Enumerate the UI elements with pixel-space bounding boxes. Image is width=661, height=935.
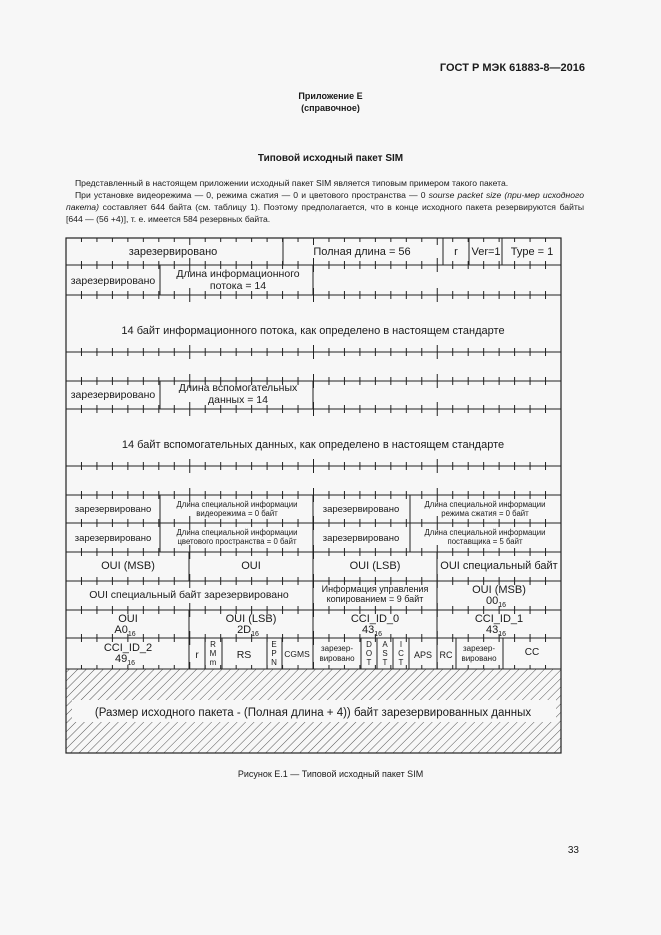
info-stream-length-line2: потока = 14 [209,280,267,292]
reserved-b-line1: зарезер- [463,644,495,653]
info-stream-bytes: 14 байт информационного потока, как определено в настоящем стандарте [121,325,505,337]
rc-field: RC [439,650,453,660]
reserved-data-label: (Размер исходного пакета - (Полная длина + 4)) байт зарезервированных данных [94,707,532,719]
oui-msb: OUI (MSB) [101,560,155,572]
reserved-a-line2: вировано [319,654,355,663]
epn-2: P [271,649,277,658]
cci-id-2-value-main: 49 [114,653,128,665]
cci-id-2-value-sub: 16 [127,660,136,667]
rs-field: RS [236,649,252,661]
cci-id-1-value-sub: 16 [498,631,507,638]
paragraph-1: Представленный в настоящем приложении исходный пакет SIM является типовым примером такого пакета. [75,178,509,188]
color-space-length-line1: Длина специальной информации [176,528,298,537]
ict-3: T [398,658,404,667]
info-stream-length-line1: Длина информационного [176,268,300,280]
oui-lsb: OUI (LSB) [349,560,401,572]
ict-1: I [399,640,403,649]
oui-lsb-2-label: OUI (LSB) [225,613,277,625]
epn-1: E [271,640,277,649]
row2-reserved: зарезервировано [70,275,156,287]
copy-control-info-line1: Информация управления [321,584,429,594]
compression-length-line1: Длина специальной информации [424,500,546,509]
r-bit-2: r [195,650,199,661]
reserved-b-line2: вировано [461,654,497,663]
appendix-title: Приложение Е [298,91,363,101]
video-mode-length-line1: Длина специальной информации [176,500,298,509]
vendor-length-line1: Длина специальной информации [424,528,546,537]
oui-a0-value-sub: 16 [127,631,136,638]
oui-lsb-2-value-sub: 16 [251,631,259,638]
oui-special-byte: OUI специальный байт [440,560,558,572]
aps-field: APS [413,650,433,660]
cci-id-1-value [486,624,506,638]
aux-data-bytes: 14 байт вспомогательных данных, как определено в настоящем стандарте [121,439,505,451]
page-number: 33 [567,845,579,856]
section-title: Типовой исходный пакет SIM [257,153,404,164]
ict-2: C [398,649,404,658]
figure-caption: Рисунок Е.1 — Типовой исходный пакет SIM [237,769,424,779]
reserved-a-line1: зарезер- [321,644,353,653]
oui-special-byte-reserved: OUI специальный байт зарезервировано [89,589,289,601]
epn-3: N [271,658,277,667]
oui-a0-value [114,624,135,638]
aux-data-length-line1: Длина вспомогательных [178,382,298,394]
cgms-field: CGMS [284,649,310,659]
row6-reserved-a: зарезервировано [74,504,152,515]
rmm-2: M [209,649,217,658]
cci-id-2-label: CCI_ID_2 [103,642,153,654]
paragraph-2-part-a: При установке видеорежима — 0, режима сжатия — 0 и цветового пространства — 0 [75,190,429,200]
aux-data-length-line2: данных = 14 [207,394,269,406]
cci-id-0-value [362,624,382,638]
row4-reserved: зарезервировано [70,389,156,401]
ast-2: S [382,649,388,658]
row6-reserved-b: зарезервировано [322,504,400,515]
row7-reserved-a: зарезервировано [74,533,152,544]
r-bit: r [454,246,458,258]
appendix-note: (справочное) [301,103,360,113]
cci-id-1-value-main: 43 [485,624,499,636]
oui-lsb-2-value-main: 2D [237,624,252,636]
video-mode-length-line2: видеорежима = 0 байт [196,509,278,518]
rmm-1: R [210,640,216,649]
oui-msb-2: OUI (MSB) [472,584,526,596]
cci-id-1-label: CCI_ID_1 [474,613,524,625]
paragraph-2-term: sourse packet size (при-мер исходного пакета) [66,190,584,213]
row7-reserved-b: зарезервировано [322,533,400,544]
cci-id-2-value [115,653,135,667]
vendor-length-line2: поставщика = 5 байт [447,537,523,546]
dot-2: O [365,649,373,658]
cell-dividers [160,238,503,669]
oui-msb-2-value-sub: 16 [498,602,507,609]
standard-header: ГОСТ Р МЭК 61883-8—2016 [439,62,585,74]
copy-control-info-line2: копированием = 9 байт [326,594,424,604]
cc-field: CC [524,647,540,658]
color-space-length-line2: цветового пространства = 0 байт [177,537,297,546]
dot-1: D [366,640,372,649]
oui-msb-2-value [486,595,506,609]
oui-lsb-2-value [237,624,259,638]
version: Ver=1 [471,246,501,258]
dot-3: T [366,658,372,667]
ast-1: A [382,640,388,649]
cci-id-0-value-main: 43 [361,624,375,636]
oui-a0-label: OUI [118,613,138,625]
total-length: Полная длина = 56 [313,246,411,258]
type: Type = 1 [510,246,554,258]
cci-id-0-label: CCI_ID_0 [350,613,400,625]
cci-id-0-value-sub: 16 [374,631,383,638]
oui-msb-2-value-main: 00 [485,595,499,607]
row1-reserved: зарезервировано [128,246,218,258]
bit-tick-marks [81,238,545,669]
oui-a0-value-main: A0 [114,624,128,636]
paragraph-2-part-c: составляет 644 байта (см. таблицу 1). Поэтому предполагается, что в конце исходного пакета резервируются байты [644 — (56 +4)], т. е. имеется 584 резервных байта. [66,202,584,225]
ast-3: T [382,658,388,667]
rmm-3: m [209,658,217,667]
oui: OUI [241,560,261,572]
compression-length-line2: режима сжатия = 0 байт [441,509,529,518]
